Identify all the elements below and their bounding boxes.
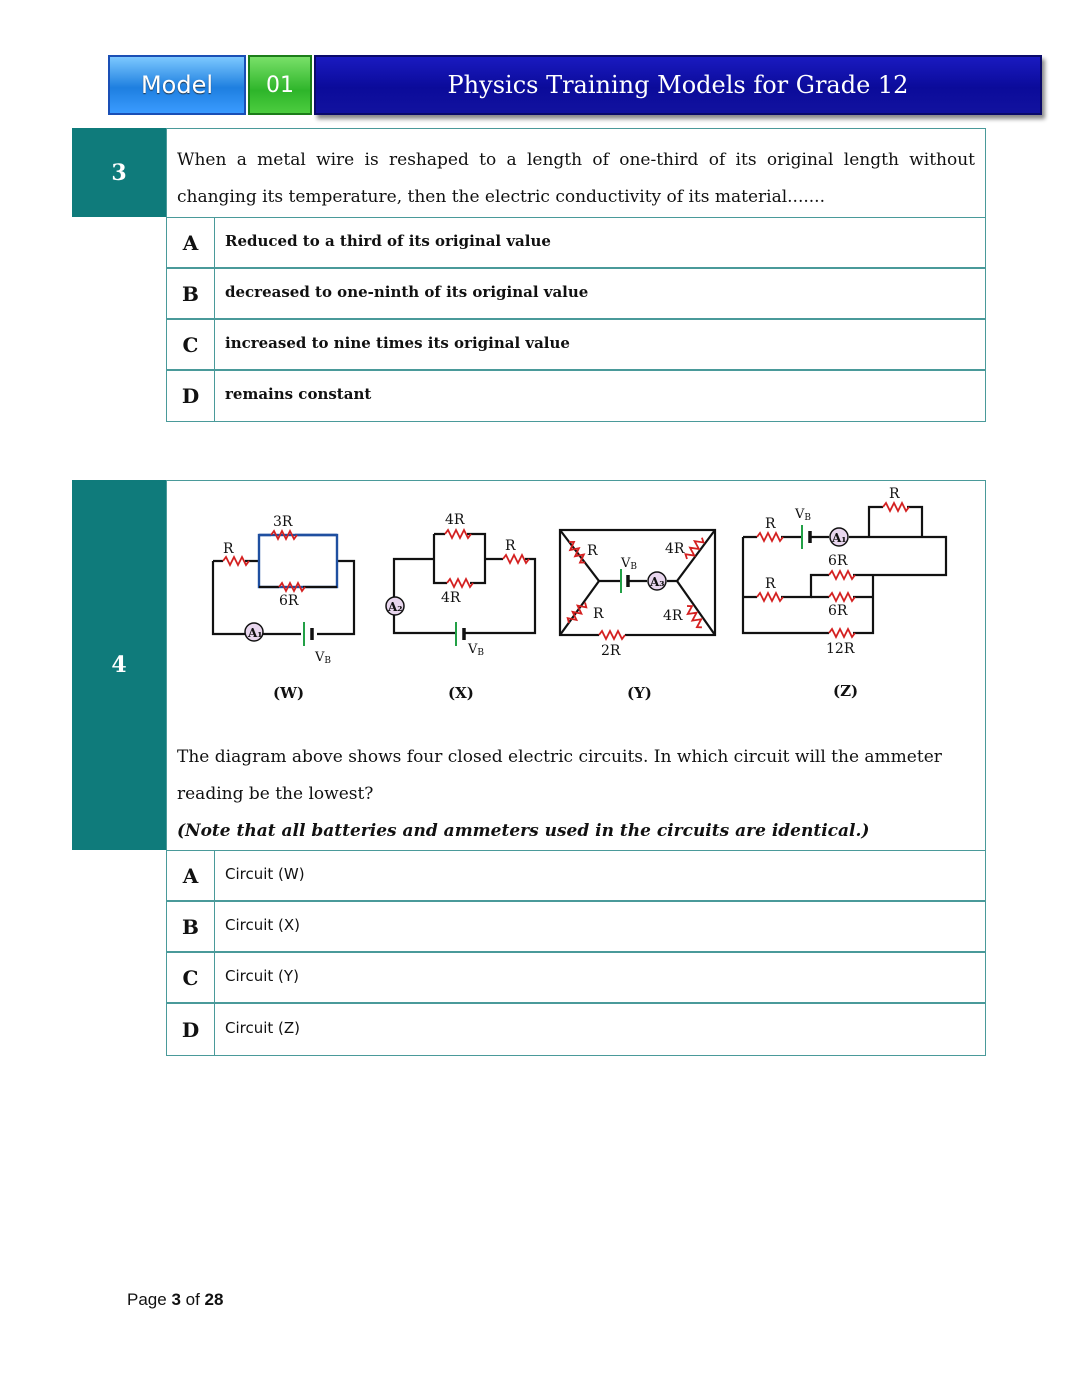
question-3-option-d[interactable] bbox=[166, 370, 986, 422]
question-4-prompt: The diagram above shows four closed electric circuits. In which circuit will the ammeter reading be the lowest? bbox=[177, 747, 942, 804]
svg-text:VB: VB bbox=[621, 556, 638, 572]
question-4-note: (Note that all batteries and ammeters used in the circuits are identical.) bbox=[177, 821, 870, 841]
svg-text:4R: 4R bbox=[663, 608, 683, 624]
question-3-option-a[interactable] bbox=[166, 217, 986, 268]
question-3-option-c[interactable] bbox=[166, 319, 986, 370]
option-text: Reduced to a third of its original value bbox=[225, 231, 551, 250]
svg-text:6R: 6R bbox=[828, 603, 848, 619]
question-4-option-a[interactable] bbox=[166, 850, 986, 901]
svg-text:VB: VB bbox=[795, 507, 812, 523]
question-3-option-b[interactable] bbox=[166, 268, 986, 319]
question-number-3: 3 bbox=[72, 128, 166, 217]
option-text: Circuit (Y) bbox=[225, 966, 299, 985]
svg-text:R: R bbox=[593, 606, 604, 622]
question-3-stem bbox=[166, 128, 986, 218]
svg-text:3R: 3R bbox=[273, 514, 293, 530]
svg-text:4R: 4R bbox=[665, 541, 685, 557]
question-4-stem bbox=[166, 480, 986, 851]
svg-text:R: R bbox=[765, 516, 776, 532]
option-text: increased to nine times its original value bbox=[225, 333, 570, 352]
option-letter: B bbox=[167, 269, 215, 318]
footer-total-pages: 28 bbox=[204, 1290, 224, 1309]
svg-text:6R: 6R bbox=[828, 553, 848, 569]
svg-text:6R: 6R bbox=[279, 593, 299, 609]
option-text: Circuit (X) bbox=[225, 915, 301, 934]
svg-text:R: R bbox=[765, 576, 776, 592]
circuit-w bbox=[213, 535, 354, 646]
svg-text:A₁: A₁ bbox=[248, 626, 263, 640]
svg-text:A₁: A₁ bbox=[832, 531, 847, 545]
svg-text:12R: 12R bbox=[826, 641, 855, 657]
svg-text:2R: 2R bbox=[601, 643, 621, 659]
svg-text:4R: 4R bbox=[445, 512, 465, 528]
option-letter: D bbox=[167, 371, 215, 421]
circuit-x-label: (X) bbox=[448, 684, 474, 702]
circuit-y bbox=[560, 530, 715, 635]
option-letter: A bbox=[167, 218, 215, 267]
header-banner bbox=[108, 55, 1042, 115]
svg-text:VB: VB bbox=[468, 642, 485, 658]
circuit-z-label: (Z) bbox=[833, 682, 859, 700]
question-4-option-c[interactable] bbox=[166, 952, 986, 1003]
option-letter: A bbox=[167, 851, 215, 900]
model-number: 01 bbox=[248, 55, 312, 115]
option-letter: D bbox=[167, 1004, 215, 1055]
footer-prefix: Page bbox=[127, 1290, 172, 1309]
footer-of: of bbox=[180, 1290, 205, 1309]
svg-text:R: R bbox=[223, 541, 234, 557]
svg-text:A₃: A₃ bbox=[650, 575, 665, 589]
page-title: Physics Training Models for Grade 12 bbox=[314, 55, 1042, 115]
svg-text:A₂: A₂ bbox=[388, 600, 403, 614]
svg-text:R: R bbox=[505, 538, 516, 554]
question-4-text bbox=[167, 739, 987, 850]
model-label: Model bbox=[108, 55, 246, 115]
question-4-option-d[interactable] bbox=[166, 1003, 986, 1056]
option-text: remains constant bbox=[225, 385, 372, 403]
option-letter: B bbox=[167, 902, 215, 951]
svg-text:R: R bbox=[587, 543, 598, 559]
question-3-text: When a metal wire is reshaped to a length of one-third of its original length without changing its temperature, then the electric conductivity of its material....... bbox=[177, 150, 975, 207]
option-text: Circuit (Z) bbox=[225, 1018, 301, 1037]
circuit-y-label: (Y) bbox=[627, 684, 652, 702]
page-footer bbox=[127, 1290, 223, 1310]
footer-page-number: 3 bbox=[171, 1290, 181, 1309]
option-letter: C bbox=[167, 320, 215, 369]
question-number-4: 4 bbox=[72, 480, 166, 850]
circuit-diagrams bbox=[167, 481, 985, 716]
circuit-w-label: (W) bbox=[273, 684, 305, 702]
question-4-option-b[interactable] bbox=[166, 901, 986, 952]
option-text: Circuit (W) bbox=[225, 864, 305, 883]
svg-text:R: R bbox=[889, 486, 900, 502]
svg-text:4R: 4R bbox=[441, 590, 461, 606]
option-text: decreased to one-ninth of its original value bbox=[225, 282, 589, 301]
option-letter: C bbox=[167, 953, 215, 1002]
svg-text:VB: VB bbox=[315, 650, 332, 666]
